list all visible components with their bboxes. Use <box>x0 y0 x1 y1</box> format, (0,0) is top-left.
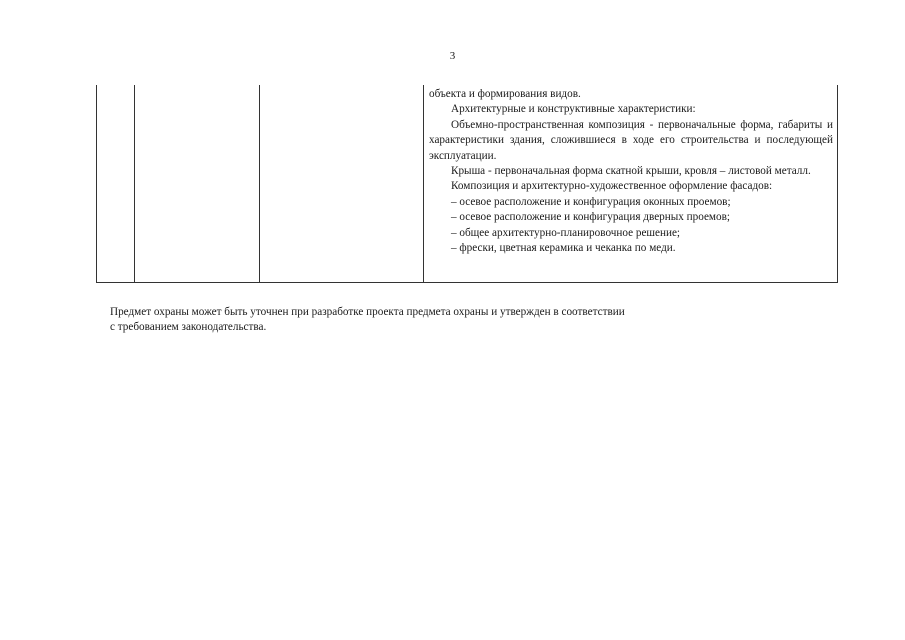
table-column-type <box>135 85 260 282</box>
footer-note-line-2: с требованием законодательства. <box>110 321 267 334</box>
characteristics-line-continuation: объекта и формирования видов. <box>429 88 581 100</box>
characteristics-facade-heading: Композиция и архитектурно-художественное оформление фасадов: <box>451 180 773 193</box>
facade-bullet-door-openings: – осевое расположение и конфигурация дверных проемов; <box>451 211 730 224</box>
facade-bullet-planning: – общее архитектурно-планировочное решение; <box>451 226 681 239</box>
footer-note-line-1: Предмет охраны может быть уточнен при разработке проекта предмета охраны и утвержден в соответствии <box>110 306 625 318</box>
characteristics-composition: Объемно-пространственная композиция - первоначальные форма, габариты и характеристики здания, сложившиеся в ходе его строительства и последующей эксплуатации. <box>429 118 833 162</box>
footer-note <box>110 305 790 336</box>
table-column-number <box>97 85 135 282</box>
protection-subject-table <box>96 85 838 283</box>
table-column-characteristics <box>424 85 837 282</box>
characteristics-heading: Архитектурные и конструктивные характеристики: <box>451 103 696 116</box>
facade-bullet-frescoes: – фрески, цветная керамика и чеканка по меди. <box>451 242 676 255</box>
facade-bullet-window-openings: – осевое расположение и конфигурация оконных проемов; <box>451 195 731 208</box>
page-number: 3 <box>449 50 456 62</box>
table-column-description <box>260 85 424 282</box>
characteristics-roof: Крыша - первоначальная форма скатной крыши, кровля – листовой металл. <box>451 165 811 178</box>
